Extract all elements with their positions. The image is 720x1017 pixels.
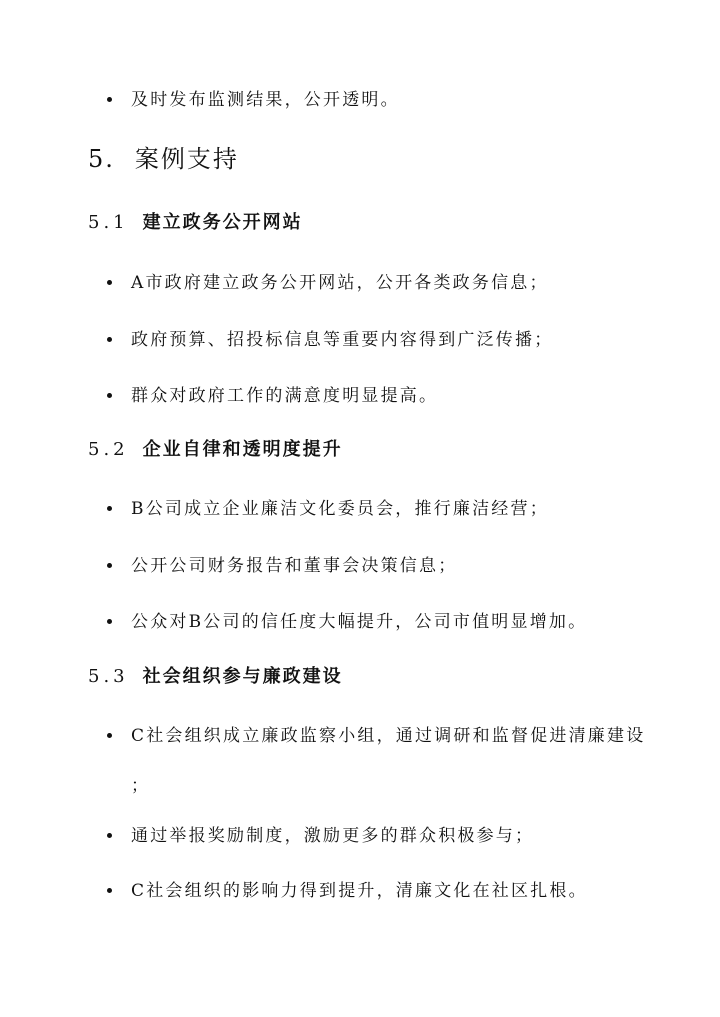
bullet-dot [107, 337, 112, 342]
subsection-heading [88, 435, 343, 465]
list-item-text: 及时发布监测结果，公开透明。 [131, 90, 400, 110]
list-item [0, 821, 720, 851]
list-item-text: 通过举报奖励制度，激励更多的群众积极参与； [131, 826, 535, 846]
list-item-text: 政府预算、招投标信息等重要内容得到广泛传播； [131, 330, 554, 350]
bullet-dot [107, 97, 112, 102]
bullet-dot [107, 833, 112, 838]
list-item-text: C社会组织成立廉政监察小组，通过调研和监督促进清廉建设 [131, 726, 646, 746]
bullet-dot [107, 888, 112, 893]
list-item [0, 381, 720, 411]
list-item [0, 607, 720, 637]
section-number: 5. [88, 145, 115, 173]
subsection-title: 社会组织参与廉政建设 [142, 666, 343, 687]
bullet-dot [107, 393, 112, 398]
subsection-heading [88, 208, 303, 238]
list-item-text: C社会组织的影响力得到提升，清廉文化在社区扎根。 [131, 881, 588, 901]
subsection-number: 5.3 [88, 666, 129, 687]
list-item [0, 494, 720, 524]
subsection-title: 企业自律和透明度提升 [142, 439, 343, 460]
subsection-number: 5.2 [88, 439, 129, 460]
list-item-text: A市政府建立政务公开网站，公开各类政务信息； [131, 273, 549, 293]
bullet-dot [107, 563, 112, 568]
list-item-text: 公众对B公司的信任度大幅提升，公司市值明显增加。 [131, 612, 588, 632]
list-item [0, 85, 720, 115]
list-item [0, 325, 720, 355]
bullet-dot [107, 506, 112, 511]
list-item-text: B公司成立企业廉洁文化委员会，推行廉洁经营； [131, 499, 549, 519]
section-title: 案例支持 [134, 145, 239, 173]
subsection-heading [88, 662, 343, 692]
list-item [0, 268, 720, 298]
list-item-text: 群众对政府工作的满意度明显提高。 [131, 386, 439, 406]
bullet-dot [107, 619, 112, 624]
list-item [0, 721, 720, 751]
list-item-text: 公开公司财务报告和董事会决策信息； [131, 556, 458, 576]
subsection-number: 5.1 [88, 212, 129, 233]
bullet-dot [107, 733, 112, 738]
bullet-dot [107, 280, 112, 285]
subsection-title: 建立政务公开网站 [142, 212, 303, 233]
list-item [0, 876, 720, 906]
list-item-continuation: ； [131, 776, 151, 796]
list-item [0, 551, 720, 581]
section-heading [88, 142, 239, 176]
